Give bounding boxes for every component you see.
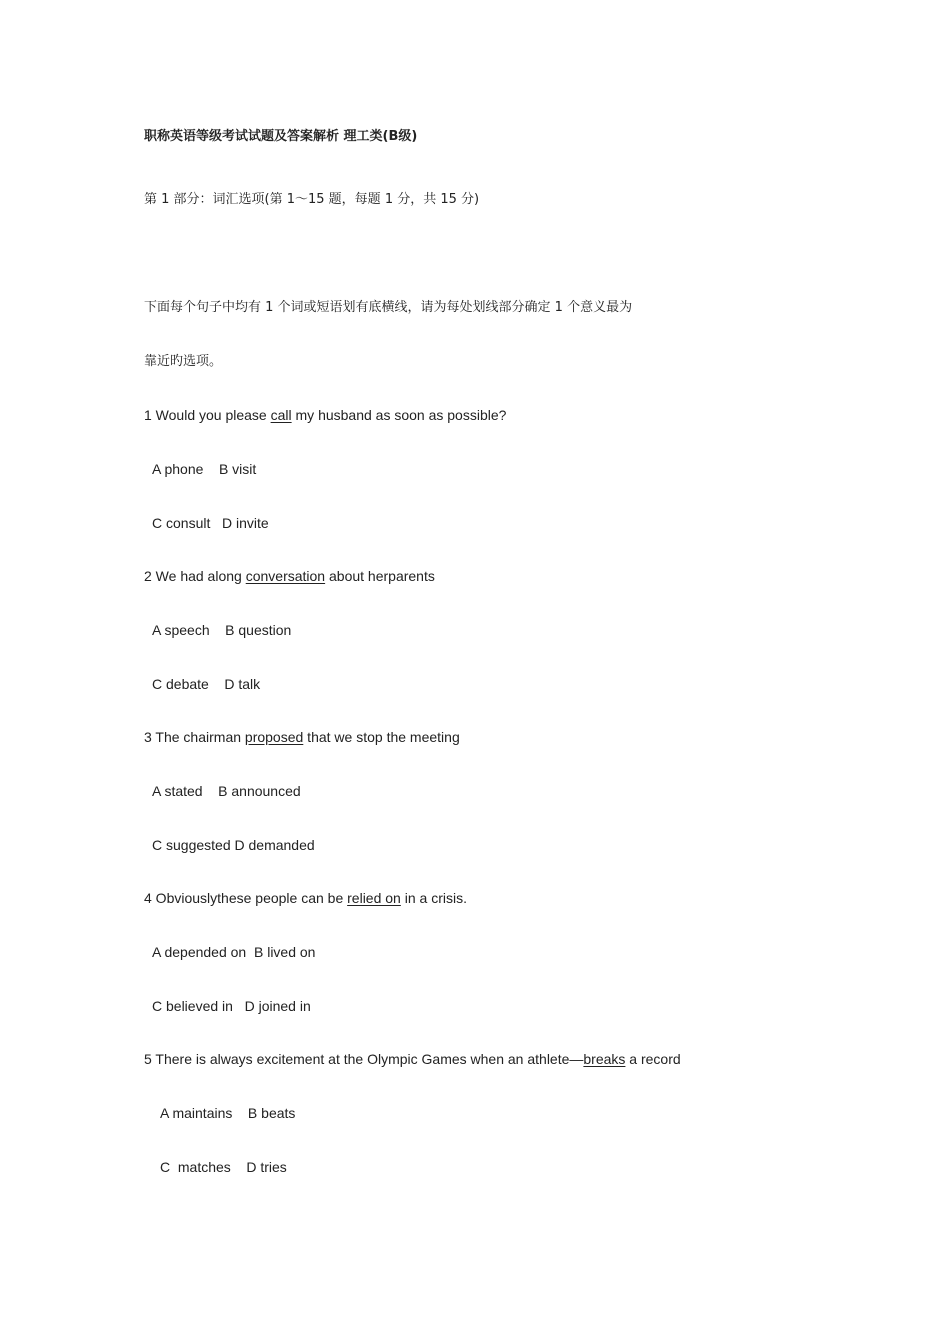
question-2-pre: 2 We had along — [144, 568, 246, 584]
question-2-underlined-word: conversation — [245, 568, 326, 584]
question-4-underlined-word: relied on — [347, 890, 401, 906]
question-4-pre: 4 Obviouslythese people can be — [144, 890, 348, 906]
question-3-options-cd: C suggested D demanded — [152, 837, 315, 853]
question-1-post: my husband as soon as possible? — [291, 407, 507, 423]
question-1-stem — [144, 406, 506, 424]
question-5-options-ab: A maintains B beats — [160, 1105, 296, 1121]
question-2-options-cd: C debate D talk — [152, 676, 261, 692]
question-2-options-ab: A speech B question — [152, 622, 292, 638]
question-3-underlined-word: proposed — [244, 729, 304, 745]
question-3-options-ab: A stated B announced — [152, 783, 301, 799]
question-5-options-cd: C matches D tries — [160, 1159, 287, 1175]
question-4-options-cd: C believed in D joined in — [152, 998, 311, 1014]
question-4-stem — [144, 889, 467, 907]
question-1-options-ab: A phone B visit — [152, 461, 257, 477]
question-4-post: in a crisis. — [400, 890, 467, 906]
question-2-post: about herparents — [325, 568, 435, 584]
question-5-pre: 5 There is always excitement at the Olympic Games when an athlete— — [144, 1051, 584, 1067]
question-3-post: that we stop the meeting — [303, 729, 460, 745]
section-heading: 第 1 部分：词汇选项(第 1～15 题，每题 1 分，共 15 分) — [144, 192, 480, 207]
instructions-line-1: 下面每个句子中均有 1 个词或短语划有底横线，请为每处划线部分确定 1 个意义最为 — [144, 300, 633, 315]
instructions-line-2: 靠近旳选项。 — [144, 354, 223, 369]
document-title: 职称英语等级考试试题及答案解析 理工类(B级) — [144, 129, 418, 144]
question-1-pre: 1 Would you please — [144, 407, 271, 423]
question-5-underlined-word: breaks — [583, 1051, 626, 1067]
question-5-stem — [144, 1050, 681, 1068]
question-2-stem — [144, 567, 435, 585]
question-3-stem — [144, 728, 460, 746]
question-3-pre: 3 The chairman — [144, 729, 245, 745]
question-4-options-ab: A depended on B lived on — [152, 944, 316, 960]
question-5-post: a record — [625, 1051, 681, 1067]
question-1-options-cd: C consult D invite — [152, 515, 269, 531]
question-1-underlined-word: call — [270, 407, 292, 423]
